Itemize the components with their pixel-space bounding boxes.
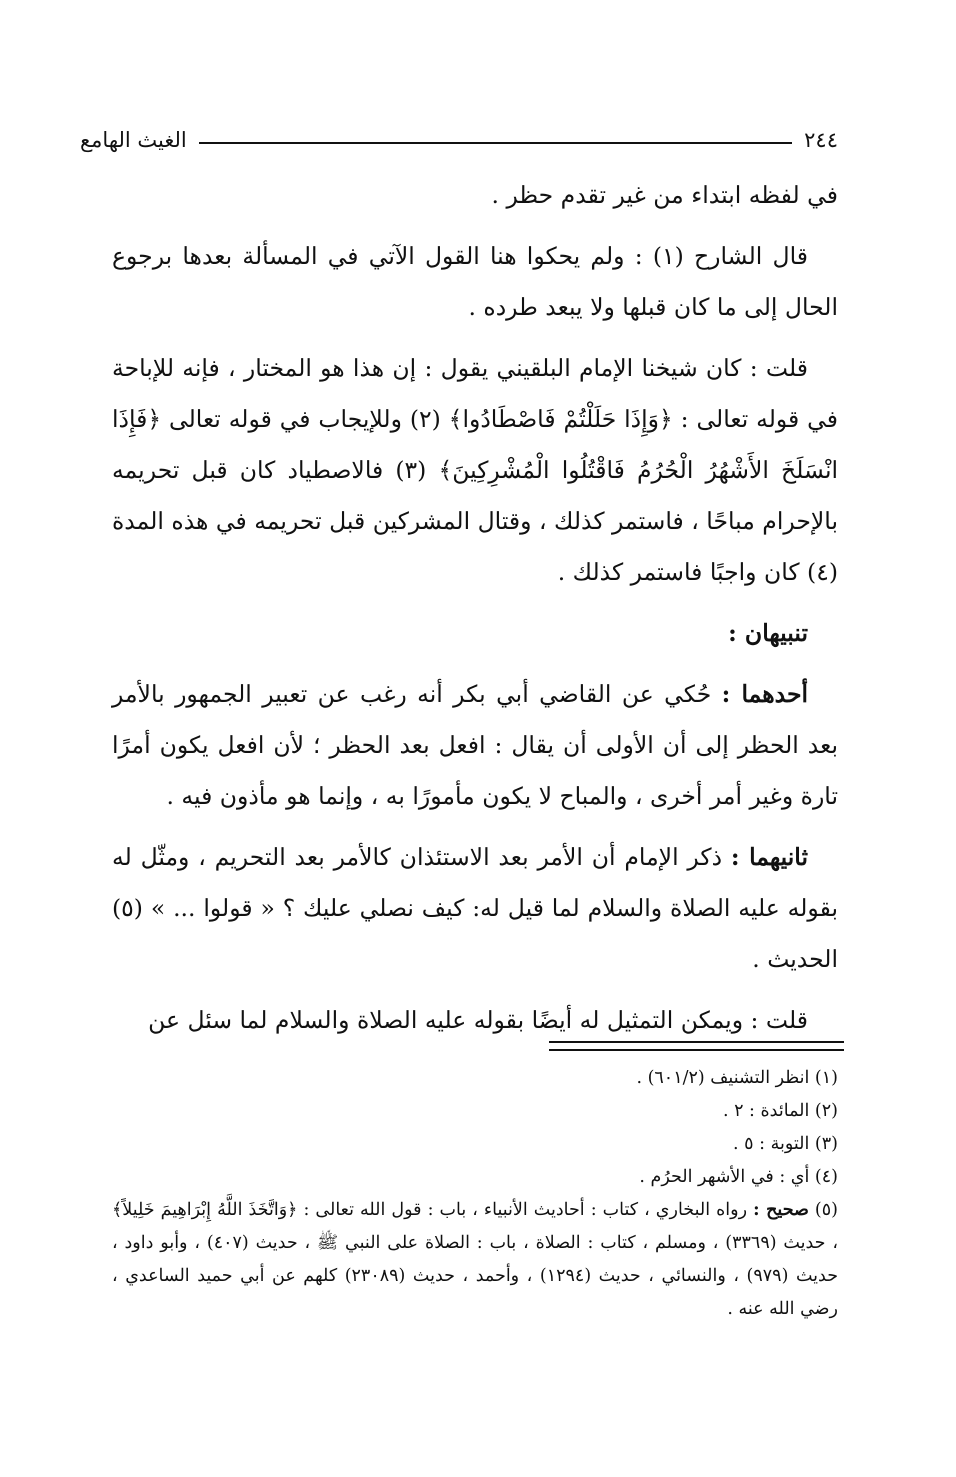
paragraph-4 [112, 669, 838, 822]
footnote-2: (٢) المائدة : ٢ . [722, 1101, 838, 1121]
footnote-5-text: رواه البخاري ، كتاب : أحاديث الأنبياء ، باب : قول الله تعالى : ﴿وَاتَّخَذَ اللَّهُ إِبْرَاهِيمَ خَلِيلاً﴾ ، حديث (٣٣٦٩) ، ومسلم ، كتاب : الصلاة ، باب : الصلاة على النبي ﷺ ، حديث (٤٠٧) ، وأبو داود ، حديث (٩٧٩) ، والنسائي ، حديث (١٢٩٤) ، وأحمد ، حديث (٢٣٠٨٩) كلهم عن أبي حميد الساعدي ، رضي الله عنه . [112, 1200, 839, 1319]
footnote-separator [549, 1041, 844, 1051]
header-rule [199, 142, 792, 144]
footnote-5-number: (٥) [814, 1200, 838, 1220]
main-text [112, 170, 838, 1056]
paragraph-5 [112, 832, 838, 985]
paragraph-6: قلت : ويمكن التمثيل له أيضًا بقوله عليه الصلاة والسلام لما سئل عن [148, 1006, 808, 1034]
paragraph-2: قال الشارح (١) : ولم يحكوا هنا القول الآتي في المسألة بعدها برجوع الحال إلى ما كان قبلها ولا يبعد طرده . [112, 242, 838, 321]
footnotes [112, 1062, 838, 1326]
paragraph-3: قلت : كان شيخنا الإمام البلقيني يقول : إن هذا هو المختار ، فإنه للإباحة في قوله تعالى : ﴿وَإِذَا حَلَلْتُمْ فَاصْطَادُوا﴾ (٢) وللإيجاب في قوله تعالى ﴿فَإِذَا انْسَلَخَ الأَشْهُرُ الْحُرُمُ فَاقْتُلُوا الْمُشْرِكِينَ﴾ (٣) فالاصطياد كان قبل تحريمه بالإحرام مباحًا ، فاستمر كذلك ، وقتال المشركين قبل تحريمه في هذه المدة (٤) كان واجبًا فاستمر كذلك . [112, 354, 839, 586]
footnote-5 [112, 1194, 838, 1326]
footnote-5-grade: صحيح : [753, 1200, 809, 1220]
footnote-3: (٣) التوبة : ٥ . [733, 1134, 838, 1154]
paragraph-5-lead: ثانيهما : [730, 843, 808, 871]
book-title: الغيث الهامع [80, 128, 187, 152]
paragraph-4-lead: أحدهما : [721, 680, 808, 708]
footnote-1: (١) انظر التشنيف (٦٠١/٢) . [636, 1068, 838, 1088]
footnote-4: (٤) أي : في الأشهر الحرُم . [639, 1167, 838, 1187]
running-header [80, 118, 838, 152]
page-number: ٢٤٤ [804, 128, 838, 152]
paragraph-5-text: ذكر الإمام أن الأمر بعد الاستئذان كالأمر بعد التحريم ، ومثّل له بقوله عليه الصلاة والسلام لما قيل له: كيف نصلي عليك ؟ « قولوا ... » (٥) الحديث . [112, 843, 838, 973]
section-heading: تنبيهان : [728, 619, 808, 647]
paragraph-4-text: حُكي عن القاضي أبي بكر أنه رغب عن تعبير الجمهور بالأمر بعد الحظر إلى أن الأولى أن يقال : افعل بعد الحظر ؛ لأن افعل يكون أمرًا تارة وغير أمر أخرى ، والمباح لا يكون مأمورًا به ، وإنما هو مأذون فيه . [112, 680, 838, 810]
paragraph-1: في لفظه ابتداء من غير تقدم حظر . [491, 181, 838, 209]
